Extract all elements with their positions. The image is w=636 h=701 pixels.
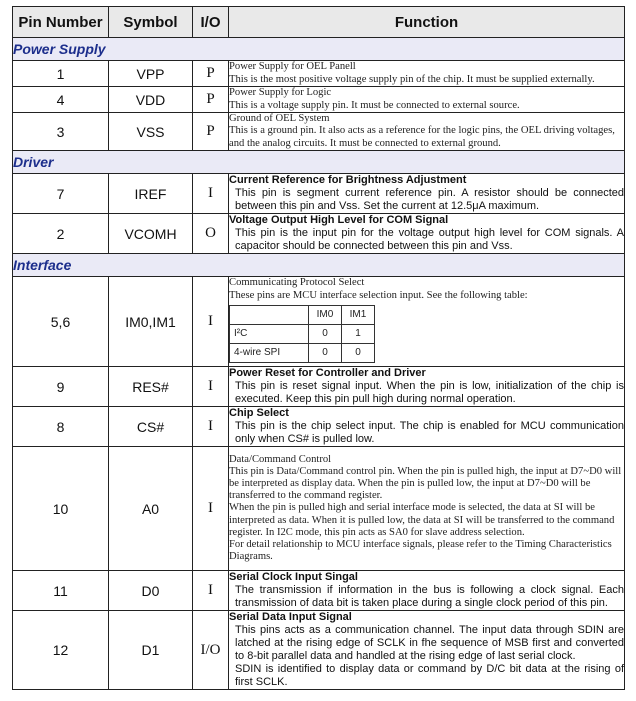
function-title: Power Reset for Controller and Driver	[229, 367, 426, 379]
mini-cell-im1: 0	[342, 343, 375, 362]
table-row	[13, 174, 625, 214]
function-title: Communicating Protocol Select	[229, 277, 365, 289]
function-body: This pin is reset signal input. When the pin is low, initialization of the chip is executed. Keep this pin pull high during normal operation.	[235, 380, 624, 405]
mini-table-row	[230, 343, 375, 362]
table-row	[13, 61, 625, 87]
pin-number: 8	[13, 407, 109, 447]
pin-io: P	[193, 113, 229, 151]
table-row	[13, 277, 625, 367]
function-body: This pin is segment current reference pin. A resistor should be connected between this pin and Vss. Set the current at 12.5μA maximum.	[235, 187, 624, 212]
function-title: Ground of OEL System	[229, 113, 330, 125]
section-row-driver	[13, 151, 625, 174]
function-title: Chip Select	[229, 407, 289, 419]
header-pin-number: Pin Number	[13, 7, 109, 38]
mini-cell-mode: I²C	[230, 324, 309, 343]
header-symbol: Symbol	[109, 7, 193, 38]
pin-io: I	[193, 447, 229, 571]
pin-description-table	[12, 6, 625, 690]
pin-function	[229, 571, 625, 611]
function-title: Current Reference for Brightness Adjustment	[229, 174, 467, 186]
mini-header-im1: IM1	[342, 305, 375, 324]
mini-table-row	[230, 324, 375, 343]
pin-function	[229, 61, 625, 87]
section-title-power-supply: Power Supply	[13, 38, 625, 61]
pin-number: 1	[13, 61, 109, 87]
function-body: This pin is the chip select input. The chip is enabled for MCU communication only when CS# is pulled low.	[235, 420, 624, 445]
function-body: These pins are MCU interface selection input. See the following table:	[229, 289, 528, 301]
pin-function	[229, 113, 625, 151]
table-row	[13, 571, 625, 611]
table-row	[13, 87, 625, 113]
table-header-row	[13, 7, 625, 38]
table-row	[13, 367, 625, 407]
table-row	[13, 407, 625, 447]
pin-symbol: CS#	[109, 407, 193, 447]
pin-io: P	[193, 87, 229, 113]
pin-function	[229, 611, 625, 690]
mini-cell-im0: 0	[309, 324, 342, 343]
pin-function	[229, 174, 625, 214]
pin-function	[229, 214, 625, 254]
function-title: Serial Clock Input Singal	[229, 571, 358, 583]
pin-number: 2	[13, 214, 109, 254]
table-row	[13, 113, 625, 151]
mini-header-blank	[230, 305, 309, 324]
function-body-3: For detail relationship to MCU interface signals, please refer to the Timing Characteristics Diagrams.	[229, 539, 612, 563]
table-row	[13, 611, 625, 690]
pin-function	[229, 277, 625, 367]
function-title: Power Supply for Logic	[229, 87, 332, 99]
pin-io: I	[193, 367, 229, 407]
pin-function	[229, 367, 625, 407]
function-body-2: When the pin is pulled high and serial interface mode is selected, the data at SI will be interpreted as data. When it is pulled low, the data at SI will be transferred to the command register. In I2C mode, this pin acts as SA0 for slave address selection.	[229, 502, 615, 538]
function-body: This pin is the input pin for the voltage output high level for COM signals. A capacitor should be connected between this pin and Vss.	[235, 227, 624, 252]
table-row	[13, 214, 625, 254]
section-row-interface	[13, 254, 625, 277]
function-body-1: This pins acts as a communication channel. The input data through SDIN are latched at the rising edge of SCLK in fhe sequence of MSB first and converted to 8-bit parallel data and handled at the rising edge of last serial clock.	[235, 624, 624, 662]
pin-number: 11	[13, 571, 109, 611]
pin-function	[229, 87, 625, 113]
mini-cell-im1: 1	[342, 324, 375, 343]
pin-function	[229, 447, 625, 571]
pin-symbol: A0	[109, 447, 193, 571]
pin-function	[229, 407, 625, 447]
function-body: This is a voltage supply pin. It must be connected to external source.	[229, 99, 520, 111]
mini-table-header	[230, 305, 375, 324]
pin-symbol: RES#	[109, 367, 193, 407]
pin-symbol: IM0,IM1	[109, 277, 193, 367]
pin-io: I/O	[193, 611, 229, 690]
pin-number: 3	[13, 113, 109, 151]
function-title: Power Supply for OEL Panell	[229, 61, 356, 73]
mini-header-im0: IM0	[309, 305, 342, 324]
header-function: Function	[229, 7, 625, 38]
pin-symbol: D1	[109, 611, 193, 690]
pin-symbol: VSS	[109, 113, 193, 151]
pin-symbol: D0	[109, 571, 193, 611]
pin-number: 7	[13, 174, 109, 214]
mini-cell-im0: 0	[309, 343, 342, 362]
table-row	[13, 447, 625, 571]
pin-description-table-frame	[12, 6, 624, 694]
pin-symbol: VPP	[109, 61, 193, 87]
pin-number: 5,6	[13, 277, 109, 367]
function-body-2: SDIN is identified to display data or command by D/C bit data at the rising of first SCLK.	[235, 663, 624, 688]
interface-select-table	[229, 305, 375, 363]
pin-io: I	[193, 571, 229, 611]
function-body	[229, 624, 624, 689]
function-title: Serial Data Input Signal	[229, 611, 352, 623]
pin-io: I	[193, 277, 229, 367]
pin-number: 4	[13, 87, 109, 113]
mini-cell-mode: 4-wire SPI	[230, 343, 309, 362]
function-body: This pin is Data/Command control pin. When the pin is pulled high, the input at D7~D0 will be interpreted as display data. When the pin is pulled low, the input at D7~D0 will be transferred to the command register.	[229, 465, 622, 502]
section-title-driver: Driver	[13, 151, 625, 174]
pin-symbol: VCOMH	[109, 214, 193, 254]
function-body: This is a ground pin. It also acts as a reference for the logic pins, the OEL driving voltages, and the analog circuits. It must be connected to external ground.	[229, 125, 615, 149]
function-title: Voltage Output High Level for COM Signal	[229, 214, 449, 226]
pin-io: P	[193, 61, 229, 87]
pin-number: 9	[13, 367, 109, 407]
section-title-interface: Interface	[13, 254, 625, 277]
pin-symbol: IREF	[109, 174, 193, 214]
pin-io: I	[193, 174, 229, 214]
function-title: Data/Command Control	[229, 453, 332, 465]
pin-io: O	[193, 214, 229, 254]
pin-symbol: VDD	[109, 87, 193, 113]
function-body: This is the most positive voltage supply pin of the chip. It must be supplied externally.	[229, 73, 595, 85]
pin-number: 12	[13, 611, 109, 690]
header-io: I/O	[193, 7, 229, 38]
pin-number: 10	[13, 447, 109, 571]
function-body: The transmission if information in the bus is following a clock signal. Each transmission of data bit is taken place during a single clock period of this pin.	[235, 584, 624, 609]
section-row-power-supply	[13, 38, 625, 61]
pin-io: I	[193, 407, 229, 447]
